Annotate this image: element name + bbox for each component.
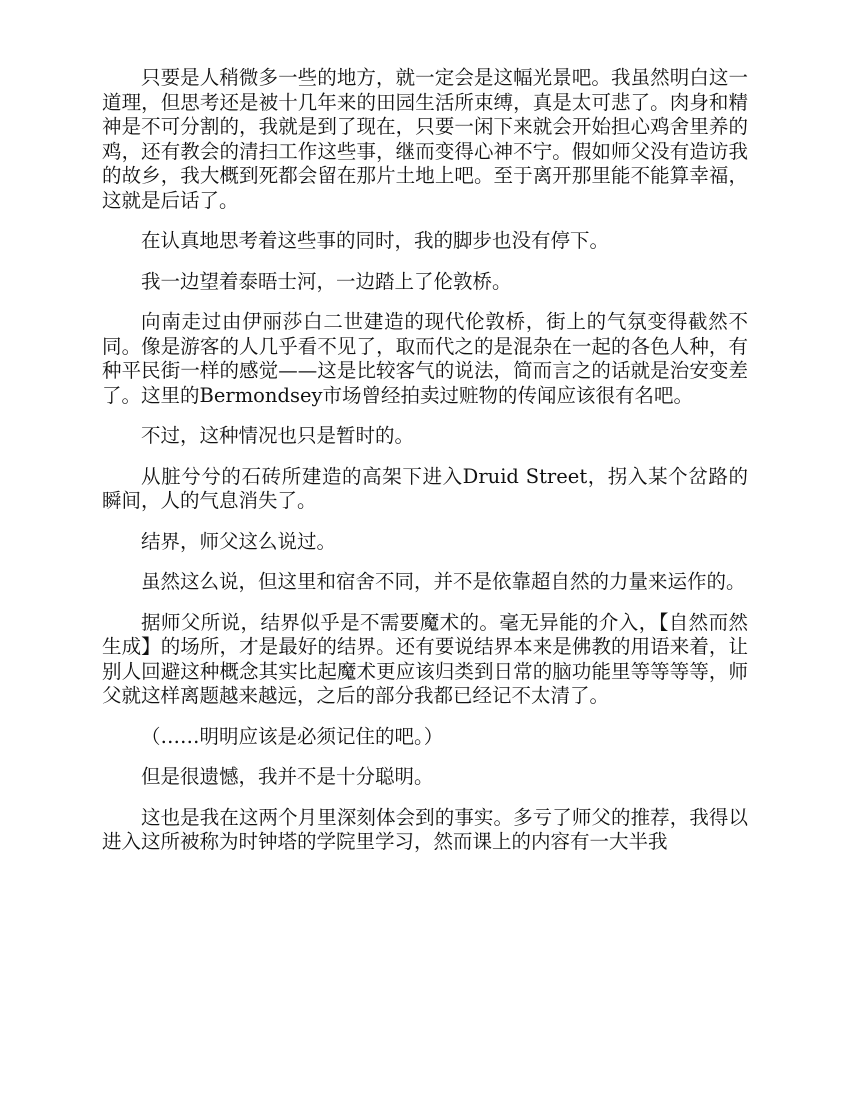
paragraph: 在认真地思考着这些事的同时，我的脚步也没有停下。 bbox=[141, 229, 610, 252]
paragraph: 结界，师父这么说过。 bbox=[141, 529, 337, 553]
paragraph: 但是很遗憾，我并不是十分聪明。 bbox=[141, 765, 434, 788]
paragraph: 据师父所说，结界似乎是不需要魔术的。毫无异能的介入，【自然而然生成】的场所，才是最好的结界。还有要说结界本来是佛教的用语来着，让别人回避这种概念其实比起魔术更应该归类到日常的脑功能里等等等等，师父就这样离题越来越远，之后的部分我都已经记不太清了。 bbox=[102, 610, 748, 707]
paragraph: 从脏兮兮的石砖所建造的高架下进入Druid Street，拐入某个岔路的瞬间，人的气息消失了。 bbox=[102, 464, 748, 512]
document-page bbox=[102, 66, 748, 871]
paragraph: 不过，这种情况也只是暂时的。 bbox=[141, 424, 415, 447]
paragraph: 虽然这么说，但这里和宿舍不同，并不是依靠超自然的力量来运作的。 bbox=[141, 570, 746, 593]
paragraph: 向南走过由伊丽莎白二世建造的现代伦敦桥，街上的气氛变得截然不同。像是游客的人几乎看不见了，取而代之的是混杂在一起的各色人种，有种平民街一样的感觉——这是比较客气的说法，简而言之的话就是治安变差了。这里的Bermondsey市场曾经拍卖过赃物的传闻应该很有名吧。 bbox=[102, 310, 748, 407]
paragraph: 只要是人稍微多一些的地方，就一定会是这幅光景吧。我虽然明白这一道理，但思考还是被十几年来的田园生活所束缚，真是太可悲了。肉身和精神是不可分割的，我就是到了现在，只要一闲下来就会开始担心鸡舍里养的鸡，还有教会的清扫工作这些事，继而变得心神不宁。假如师父没有造访我的故乡，我大概到死都会留在那片土地上吧。至于离开那里能不能算幸福，这就是后话了。 bbox=[102, 66, 748, 212]
paragraph: 这也是我在这两个月里深刻体会到的事实。多亏了师父的推荐，我得以进入这所被称为时钟塔的学院里学习，然而课上的内容有一大半我 bbox=[102, 805, 748, 853]
paragraph: （……明明应该是必须记住的吧。） bbox=[141, 724, 444, 748]
paragraph: 我一边望着泰晤士河，一边踏上了伦敦桥。 bbox=[141, 269, 512, 293]
